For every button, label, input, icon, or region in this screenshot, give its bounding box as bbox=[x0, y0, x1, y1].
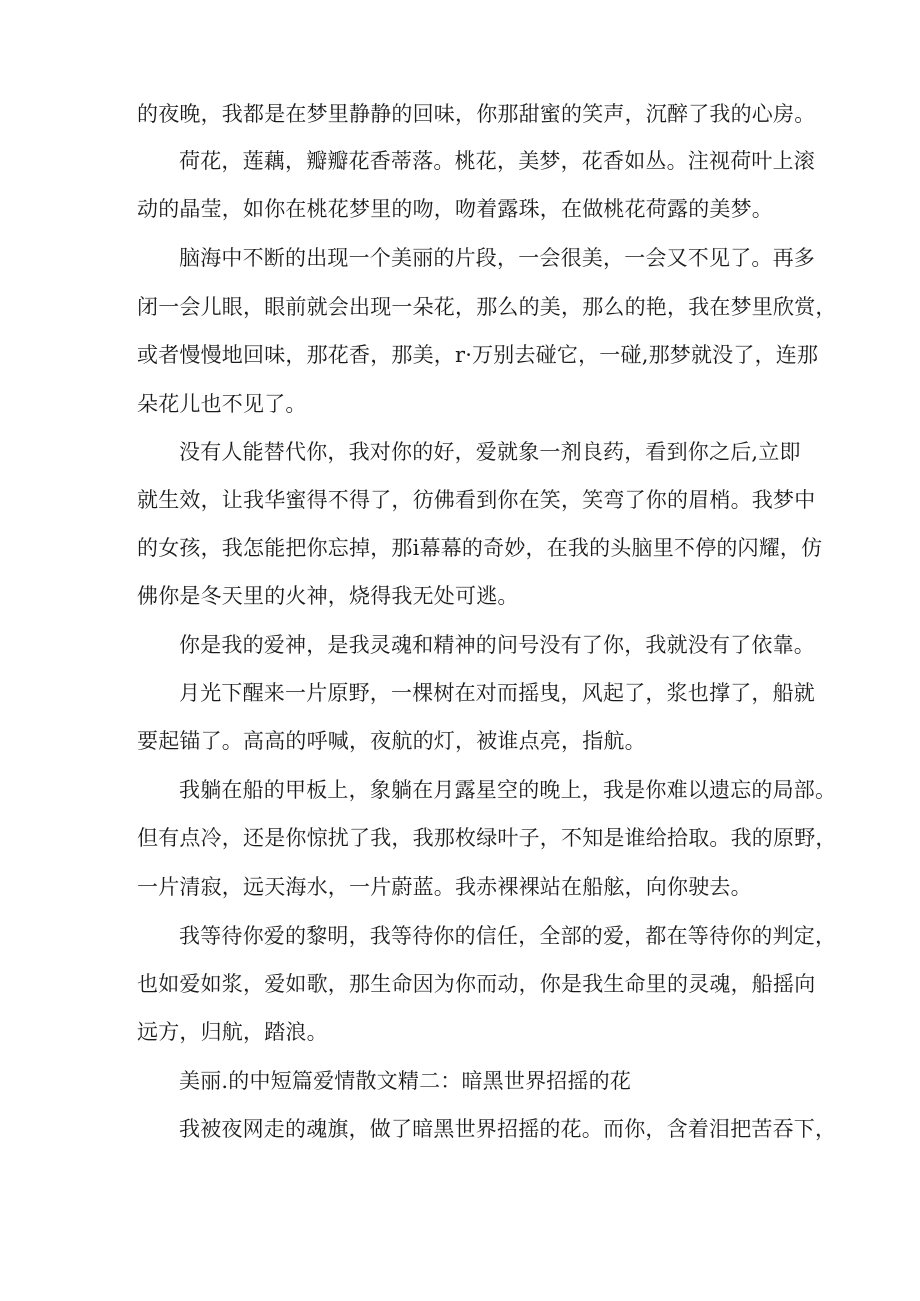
text-line: 朵花儿也不见了。 bbox=[137, 392, 307, 416]
text-line: 也如爱如浆，爱如歌，那生命因为你而动，你是我生命里的灵魂，船摇向 bbox=[137, 972, 816, 996]
text-line: 的夜晚，我都是在梦里静静的回味，你那甜蜜的笑声，沉醉了我的心房。 bbox=[137, 102, 816, 126]
text-line: 或者慢慢地回味，那花香，那美，r·万别去碰它，一碰,那梦就没了，连那 bbox=[137, 343, 819, 367]
text-line: 远方，归航，踏浪。 bbox=[137, 1020, 328, 1044]
text-line: 动的晶莹，如你在桃花梦里的吻，吻着露珠，在做桃花荷露的美梦。 bbox=[137, 197, 773, 221]
text-line: 佛你是冬天里的火神，烧得我无处可逃。 bbox=[137, 584, 519, 608]
section-heading: 美丽.的中短篇爱情散文精二：暗黑世界招摇的花 bbox=[179, 1069, 632, 1093]
text-line: 荷花，莲藕，瓣瓣花香蒂落。桃花，美梦，花香如丛。注视荷叶上滚 bbox=[179, 149, 815, 173]
text-line: 闭一会儿眼，眼前就会出现一朵花，那么的美，那么的艳，我在梦里欣赏， bbox=[137, 295, 837, 319]
text-line: 月光下醒来一片原野，一棵树在对而摇曳，风起了，浆也撑了，船就 bbox=[179, 681, 815, 705]
text-line: 我等待你爱的黎明，我等待你的信任，全部的爱，都在等待你的判定， bbox=[179, 924, 837, 948]
text-line: 但有点冷，还是你惊扰了我，我那枚绿叶子，不知是谁给拾取。我的原野， bbox=[137, 826, 837, 850]
text-line: 脑海中不断的出现一个美丽的片段，一会很美，一会又不见了。再多 bbox=[179, 246, 815, 270]
text-line: 没有人能替代你，我对你的好，爱就象一剂良药，看到你之后,立即 bbox=[179, 440, 801, 464]
text-line: 你是我的爱神，是我灵魂和精神的问号没有了你，我就没有了依靠。 bbox=[179, 633, 815, 657]
text-line: 的女孩，我怎能把你忘掉，那i幕幕的奇妙，在我的头脑里不停的闪耀，仿 bbox=[137, 536, 823, 560]
text-line: 一片清寂，远天海水，一片蔚蓝。我赤裸裸站在船舷，向你驶去。 bbox=[137, 875, 752, 899]
text-line: 我被夜网走的魂旗，做了暗黑世界招摇的花。而你，含着泪把苦吞下， bbox=[179, 1117, 837, 1141]
text-line: 我躺在船的甲板上，象躺在月露星空的晚上，我是你难以遗忘的局部。 bbox=[179, 778, 837, 802]
text-line: 就生效，让我华蜜得不得了，彷佛看到你在笑，笑弯了你的眉梢。我梦中 bbox=[137, 488, 816, 512]
text-line: 要起锚了。高高的呼喊，夜航的灯，被谁点亮，指航。 bbox=[137, 729, 646, 753]
